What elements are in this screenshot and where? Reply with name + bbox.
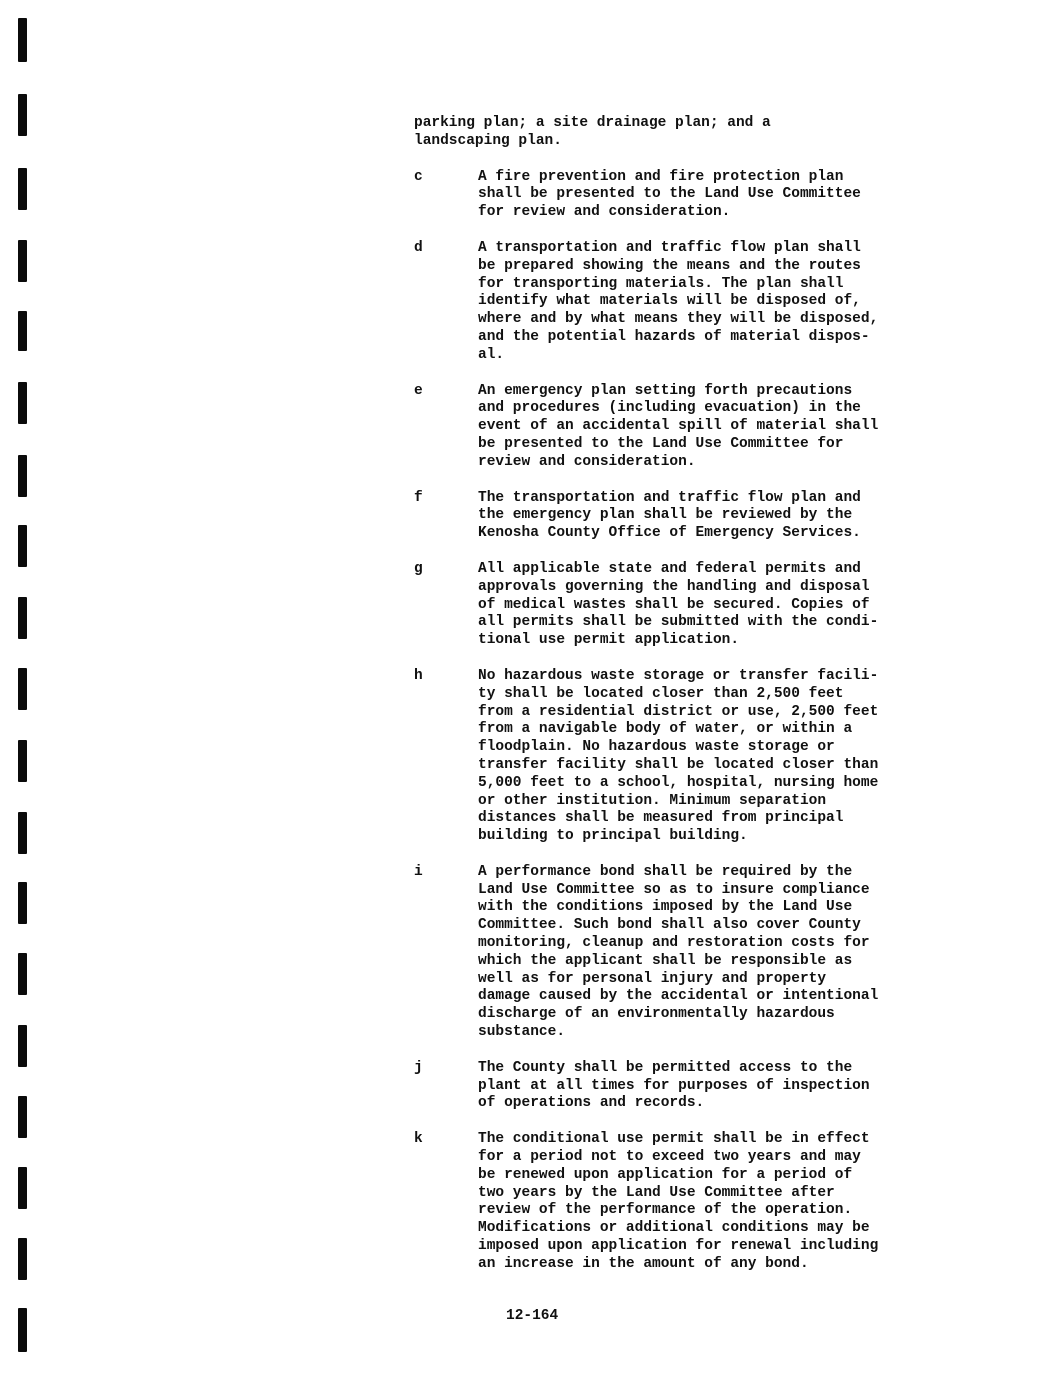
condition-item-e	[414, 383, 959, 472]
item-letter: h	[414, 667, 423, 684]
binding-mark	[18, 18, 27, 62]
item-letter: j	[414, 1059, 423, 1076]
item-text: A performance bond shall be required by the Land Use Committee so as to insure compliance with the conditions imposed by the Land Use Committee. Such bond shall also cover County monitoring, cleanup and restoration costs for which the applicant shall be responsible as well as for personal injury and property damage caused by the accidental or intentional discharge of an environmentally hazardous substance.	[478, 863, 879, 1041]
binding-mark	[18, 597, 27, 639]
binding-mark	[18, 812, 27, 854]
item-text: The conditional use permit shall be in effect for a period not to exceed two years and may be renewed upon application for a period of two years by the Land Use Committee after review of the performance of the operation. Modifications or additional conditions may be imposed upon application for renewal including an increase in the amount of any bond.	[478, 1131, 879, 1272]
condition-item-j	[414, 1060, 959, 1113]
binding-mark	[18, 1308, 27, 1352]
item-letter: d	[414, 239, 423, 256]
binding-mark	[18, 1096, 27, 1138]
binding-mark	[18, 94, 27, 136]
binding-holes	[0, 0, 60, 1380]
item-text: A transportation and traffic flow plan shall be prepared showing the means and the routes for transporting materials. The plan shall identify what materials will be disposed of, where and by what means they will be disposed, and the potential hazards of material dispos- al.	[478, 239, 879, 363]
condition-item-k	[414, 1131, 959, 1273]
binding-mark	[18, 525, 27, 567]
item-text: The transportation and traffic flow plan and the emergency plan shall be reviewed by the Kenosha County Office of Emergency Services.	[478, 489, 861, 542]
condition-item-c	[414, 169, 959, 222]
binding-mark	[18, 455, 27, 497]
item-letter: c	[414, 168, 423, 185]
condition-item-d	[414, 240, 959, 365]
item-letter: e	[414, 382, 423, 399]
condition-item-i	[414, 864, 959, 1042]
item-letter: k	[414, 1131, 423, 1148]
binding-mark	[18, 168, 27, 210]
binding-mark	[18, 311, 27, 351]
item-text: A fire prevention and fire protection plan shall be presented to the Land Use Committee for review and consideration.	[478, 168, 861, 221]
binding-mark	[18, 1025, 27, 1067]
condition-item-f	[414, 490, 959, 543]
item-text: The County shall be permitted access to the plant at all times for purposes of inspection of operations and records.	[478, 1059, 870, 1112]
item-letter: f	[414, 489, 423, 506]
binding-mark	[18, 668, 27, 710]
item-text: An emergency plan setting forth precautions and procedures (including evacuation) in the event of an accidental spill of material shall be presented to the Land Use Committee for review and consideration.	[478, 382, 879, 470]
continuation-paragraph: parking plan; a site drainage plan; and a landscaping plan.	[414, 115, 771, 149]
binding-mark	[18, 882, 27, 924]
item-letter: g	[414, 560, 423, 577]
item-text: No hazardous waste storage or transfer facili- ty shall be located closer than 2,500 feet from a residential district or use, 2,500 feet from a navigable body of water, or within a floodplain. No hazardous waste storage or transfer facility shall be located closer than 5,000 feet to a school, hospital, nursing home or other institution. Minimum separation distances shall be measured from principal building to principal building.	[478, 667, 879, 845]
conditions-list	[414, 115, 959, 1274]
binding-mark	[18, 953, 27, 995]
condition-item-h	[414, 668, 959, 846]
item-text: All applicable state and federal permits and approvals governing the handling and disposal of medical wastes shall be secured. Copies of all permits shall be submitted with the condi- tional use permit application.	[478, 560, 879, 649]
binding-mark	[18, 382, 27, 424]
page-number: 12-164	[506, 1308, 559, 1324]
item-letter: i	[414, 863, 423, 880]
condition-item-g	[414, 561, 959, 650]
binding-mark	[18, 1238, 27, 1280]
binding-mark	[18, 740, 27, 782]
binding-mark	[18, 240, 27, 282]
binding-mark	[18, 1167, 27, 1209]
